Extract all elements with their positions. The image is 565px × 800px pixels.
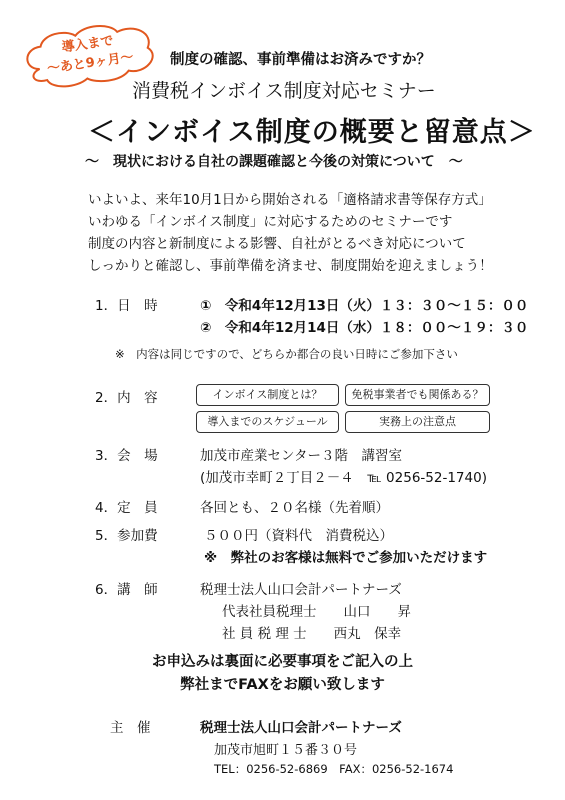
- intro-line: 制度の内容と新制度による影響、自社がとるべき対応について: [88, 236, 466, 252]
- lecturer-name: 代表社員税理士 山口 昇: [222, 604, 411, 620]
- venue-address: (加茂市幸町２丁目２－４ ℡ 0256-52-1740): [200, 470, 487, 486]
- venue-name: 加茂市産業センター３階 講習室: [200, 448, 402, 464]
- fee-label: 5．参加費: [95, 528, 158, 544]
- host-label: 主 催: [110, 720, 151, 736]
- intro-line: いよいよ、来年10月1日から開始される「適格請求書等保存方式」: [88, 192, 492, 208]
- lecturer-name: 社 員 税 理 士 西丸 保幸: [222, 626, 402, 642]
- seminar-series: 消費税インボイス制度対応セミナー: [132, 80, 436, 102]
- topic-tag: 免税事業者でも関係ある？: [345, 384, 490, 406]
- fee-value: ５００円（資料代 消費税込）: [204, 528, 393, 544]
- venue-label: 3．会 場: [95, 448, 158, 464]
- host-address: 加茂市旭町１５番３０号: [214, 743, 358, 758]
- lead-question: 制度の確認、事前準備はお済みですか？: [170, 52, 431, 68]
- intro-line: いわゆる「インボイス制度」に対応するためのセミナーです: [88, 214, 453, 230]
- page-subtitle: ～ 現状における自社の課題確認と今後の対策について ～: [85, 154, 463, 170]
- badge-line-2: ～あと9ヶ月～: [46, 49, 135, 77]
- apply-line: お申込みは裏面に必要事項をご記入の上: [152, 654, 413, 670]
- apply-line: 弊社までFAXをお願い致します: [180, 677, 385, 693]
- host-name: 税理士法人山口会計パートナーズ: [200, 720, 402, 736]
- schedule-date-1: ① 令和4年12月13日（火）１３：３０～１５：００: [200, 298, 529, 314]
- capacity-label: 4．定 員: [95, 500, 158, 516]
- schedule-date-2: ② 令和4年12月14日（水）１８：００～１９：３０: [200, 320, 529, 336]
- schedule-note: ※ 内容は同じですので、どちらか都合の良い日時にご参加下さい: [115, 347, 458, 361]
- lecturers-label: 6．講 師: [95, 582, 158, 598]
- topic-tag: インボイス制度とは？: [196, 384, 339, 406]
- page-title: ＜インボイス制度の概要と留意点＞: [88, 117, 536, 148]
- host-contact: TEL：0256-52-6869 FAX：0256-52-1674: [214, 762, 454, 776]
- capacity-value: 各回とも、２０名様（先着順）: [200, 500, 389, 516]
- schedule-label: 1．日 時: [95, 298, 158, 314]
- badge-line-1: 導入まで: [60, 33, 115, 56]
- lecturer-org: 税理士法人山口会計パートナーズ: [200, 582, 402, 598]
- topic-tag: 実務上の注意点: [345, 411, 490, 433]
- fee-note: ※ 弊社のお客様は無料でご参加いただけます: [204, 550, 488, 566]
- intro-line: しっかりと確認し、事前準備を済ませ、制度開始を迎えましょう！: [88, 258, 493, 274]
- topic-tag: 導入までのスケジュール: [196, 411, 339, 433]
- contents-label: 2．内 容: [95, 390, 158, 406]
